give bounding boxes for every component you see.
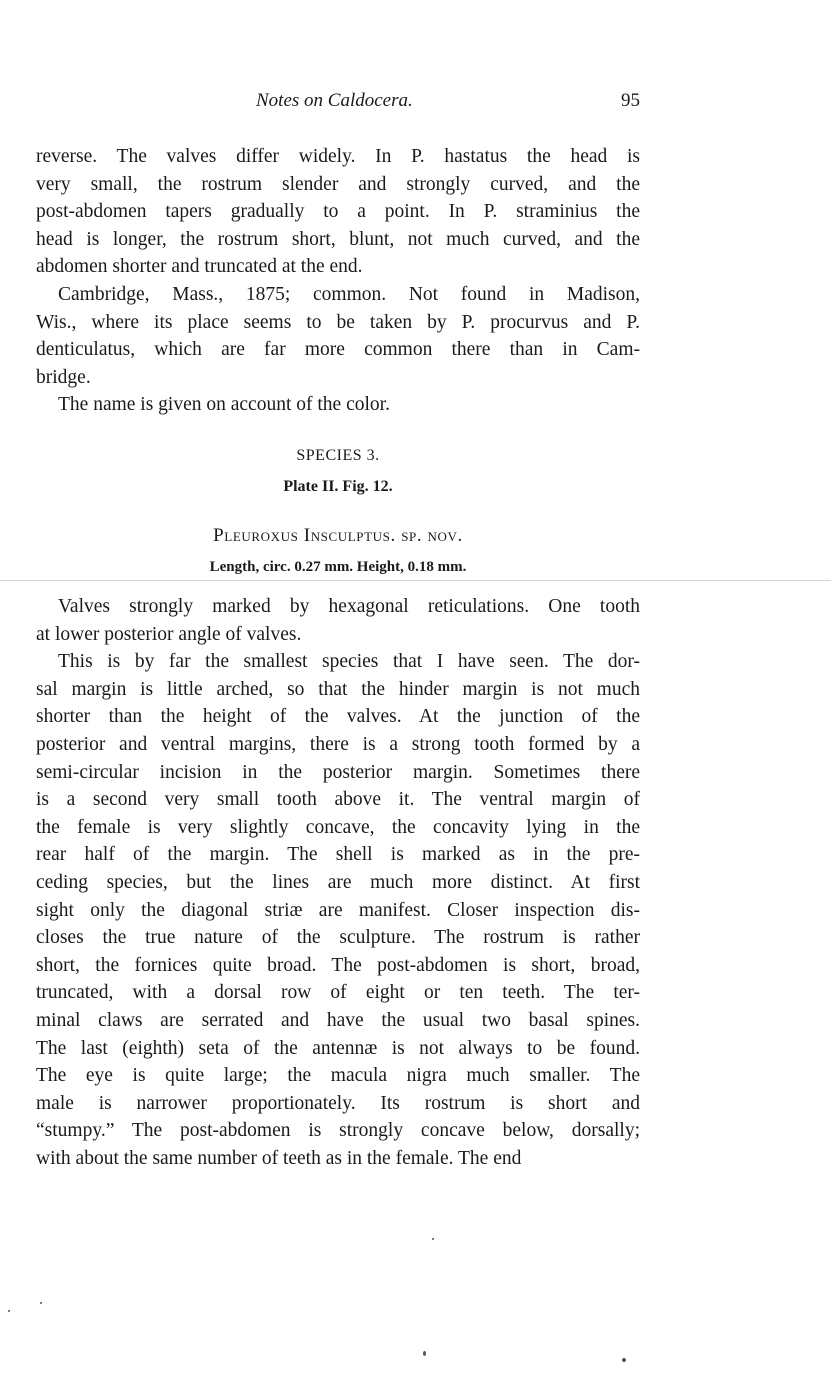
text-line: rear half of the margin. The shell is marked as in the pre- — [36, 844, 640, 866]
text-line: male is narrower proportionately. Its rostrum is short and — [36, 1092, 640, 1114]
text-line: is a second very small tooth above it. The ventral margin of — [36, 789, 640, 811]
scan-fold-line — [0, 580, 831, 581]
text-line: short, the fornices quite broad. The post-abdomen is short, broad, — [36, 954, 640, 976]
scan-speck — [622, 1358, 626, 1362]
text-line: The last (eighth) seta of the antennæ is not always to be found. — [36, 1037, 640, 1059]
text-line: closes the true nature of the sculpture. The rostrum is rather — [36, 927, 640, 949]
text-line: Cambridge, Mass., 1875; common. Not found in Madison, — [58, 283, 640, 305]
body-text-top — [36, 143, 640, 419]
text-line: Valves strongly marked by hexagonal reticulations. One tooth — [58, 596, 640, 617]
plate-reference: Plate II. Fig. 12. — [283, 478, 393, 495]
page-header — [36, 90, 640, 120]
text-line: the female is very slightly concave, the concavity lying in the — [36, 816, 640, 838]
text-line: shorter than the height of the valves. At the junction of the — [36, 706, 640, 728]
measurements: Length, circ. 0.27 mm. Height, 0.18 mm. — [209, 559, 467, 575]
text-line: post-abdomen tapers gradually to a point. In P. straminius the — [36, 201, 640, 223]
text-line: at lower posterior angle of valves. — [36, 623, 302, 645]
text-line: The name is given on account of the color. — [58, 394, 390, 416]
scan-speck — [423, 1351, 426, 1356]
text-line: with about the same number of teeth as in the female. The end — [36, 1147, 522, 1169]
text-line: very small, the rostrum slender and strongly curved, and the — [36, 173, 640, 195]
text-line: semi-circular incision in the posterior margin. Sometimes there — [36, 761, 640, 783]
running-title: Notes on Caldocera. — [256, 90, 413, 111]
scan-speck — [432, 1238, 434, 1240]
text-line: head is longer, the rostrum short, blunt, not much curved, and the — [36, 228, 640, 250]
text-line: bridge. — [36, 366, 91, 388]
text-line: posterior and ventral margins, there is a strong tooth formed by a — [36, 733, 640, 755]
text-line: abdomen shorter and truncated at the end. — [36, 256, 363, 278]
text-line: sal margin is little arched, so that the hinder margin is not much — [36, 678, 640, 700]
species-name: Pleuroxus Insculptus. sp. nov. — [213, 525, 463, 546]
text-line: “stumpy.” The post-abdomen is strongly concave below, dorsally; — [36, 1120, 640, 1142]
text-line: truncated, with a dorsal row of eight or ten teeth. The ter- — [36, 982, 640, 1004]
paragraph — [36, 143, 640, 281]
text-line: ceding species, but the lines are much more distinct. At first — [36, 871, 640, 893]
species-heading: SPECIES 3. — [296, 447, 380, 464]
page-number: 95 — [621, 90, 640, 111]
scan-speck — [40, 1302, 42, 1304]
text-line: Wis., where its place seems to be taken by P. procurvus and P. — [36, 311, 640, 333]
text-line: sight only the diagonal striæ are manifest. Closer inspection dis- — [36, 899, 640, 921]
text-line: This is by far the smallest species that I have seen. The dor- — [58, 651, 640, 673]
text-line: reverse. The valves differ widely. In P. hastatus the head is — [36, 146, 640, 167]
scan-speck — [8, 1310, 10, 1312]
paragraph — [36, 391, 640, 419]
body-text-bottom — [36, 593, 640, 1172]
paragraph — [36, 648, 640, 1172]
paragraph — [36, 593, 640, 648]
text-line: denticulatus, which are far more common there than in Cam- — [36, 339, 640, 361]
text-line: The eye is quite large; the macula nigra much smaller. The — [36, 1065, 640, 1087]
text-line: minal claws are serrated and have the usual two basal spines. — [36, 1009, 640, 1031]
paragraph — [36, 281, 640, 391]
